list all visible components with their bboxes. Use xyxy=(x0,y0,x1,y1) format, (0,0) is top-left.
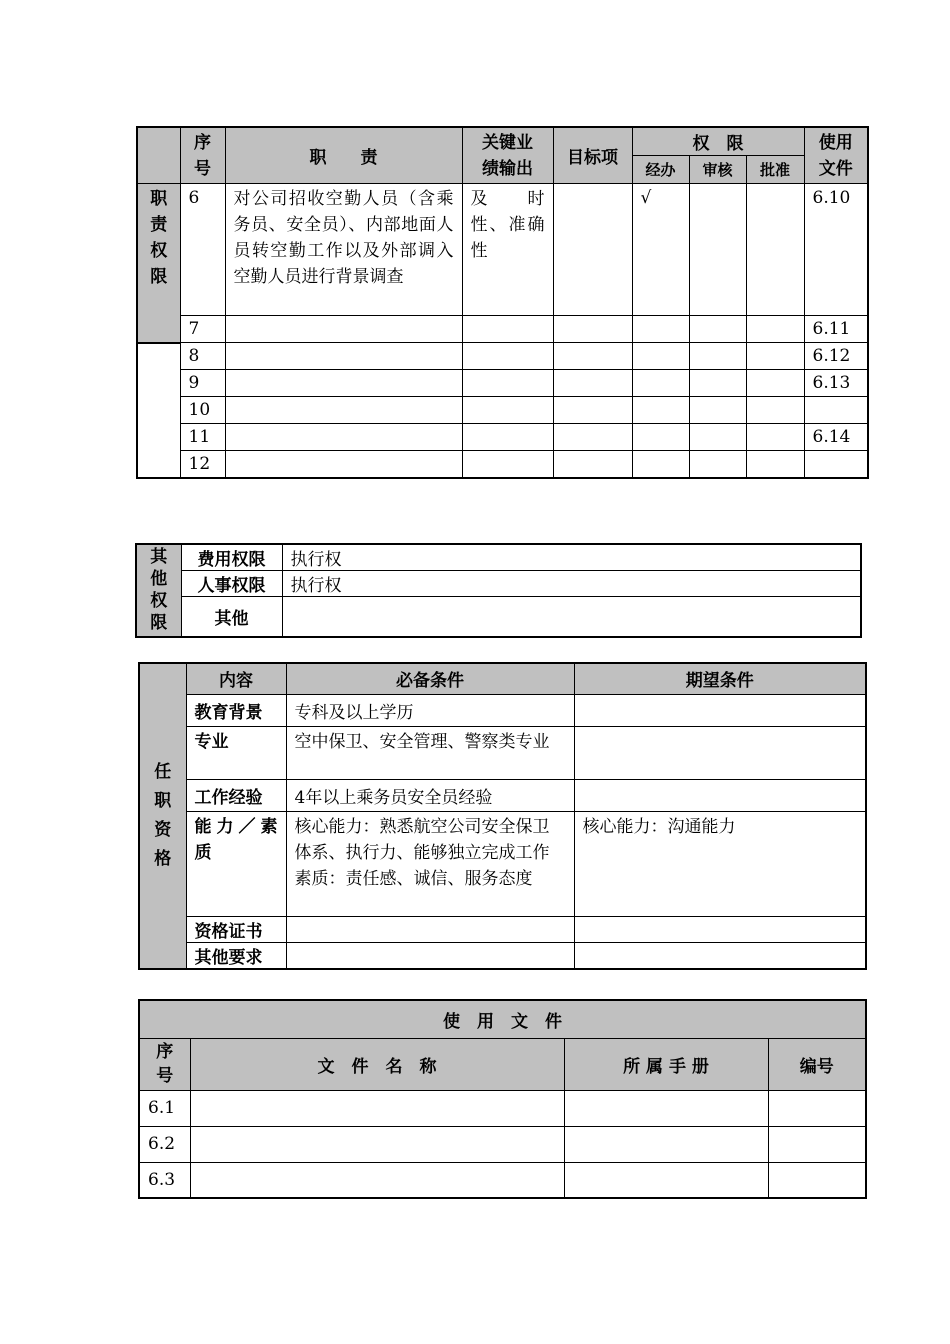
authority-label: 人事权限 xyxy=(181,571,282,597)
row-target xyxy=(553,343,632,370)
row-seq: 10 xyxy=(180,397,225,424)
required-header: 必备条件 xyxy=(286,663,574,694)
qualification-label: 其他要求 xyxy=(186,942,286,969)
qualification-required: 4年以上乘务员安全员经验 xyxy=(286,779,574,811)
row-handle xyxy=(632,370,689,397)
docs-header: 使用 文件 xyxy=(804,127,868,184)
row-approve xyxy=(746,451,804,479)
authority-value: 执行权 xyxy=(282,571,861,597)
row-approve xyxy=(746,316,804,343)
duties-corner-cell xyxy=(137,127,180,184)
row-duty xyxy=(225,370,462,397)
qualification-required xyxy=(286,942,574,969)
row-kpi xyxy=(462,316,553,343)
row-kpi xyxy=(462,424,553,451)
target-header: 目标项 xyxy=(553,127,632,184)
qualification-label: 专业 xyxy=(186,726,286,779)
authority-header: 权 限 xyxy=(632,127,804,156)
row-approve xyxy=(746,424,804,451)
duties-section-label: 职 责 权 限 xyxy=(137,184,180,343)
row-approve xyxy=(746,370,804,397)
qualification-required: 空中保卫、安全管理、警察类专业 xyxy=(286,726,574,779)
row-handle xyxy=(632,451,689,479)
handle-header: 经办 xyxy=(632,156,689,184)
doc-name xyxy=(190,1162,564,1198)
kpi-header: 关键业 绩输出 xyxy=(462,127,553,184)
doc-name xyxy=(190,1090,564,1126)
row-duty xyxy=(225,343,462,370)
doc-code xyxy=(768,1126,866,1162)
row-approve xyxy=(746,343,804,370)
row-seq: 11 xyxy=(180,424,225,451)
row-target xyxy=(553,424,632,451)
row-kpi xyxy=(462,343,553,370)
row-duty xyxy=(225,316,462,343)
doc-seq-header: 序 号 xyxy=(139,1038,190,1090)
row-target xyxy=(553,397,632,424)
qualifications-section-label: 任 职 资 格 xyxy=(139,663,186,969)
qualification-label: 资格证书 xyxy=(186,916,286,942)
row-seq: 6 xyxy=(180,184,225,316)
row-docs: 6.11 xyxy=(804,316,868,343)
qualification-label: 工作经验 xyxy=(186,779,286,811)
row-seq: 12 xyxy=(180,451,225,479)
doc-seq: 6.3 xyxy=(139,1162,190,1198)
other-authority-table xyxy=(135,543,862,638)
row-handle: √ xyxy=(632,184,689,316)
row-handle xyxy=(632,397,689,424)
review-header: 审核 xyxy=(689,156,746,184)
row-handle xyxy=(632,343,689,370)
qualification-desired xyxy=(574,726,866,779)
row-approve xyxy=(746,397,804,424)
qualification-desired xyxy=(574,916,866,942)
row-seq: 8 xyxy=(180,343,225,370)
desired-header: 期望条件 xyxy=(574,663,866,694)
row-docs xyxy=(804,451,868,479)
row-target xyxy=(553,184,632,316)
row-duty xyxy=(225,397,462,424)
duty-header: 职 责 xyxy=(225,127,462,184)
doc-seq: 6.1 xyxy=(139,1090,190,1126)
qualification-desired xyxy=(574,779,866,811)
duties-blank-label-cell xyxy=(137,343,180,479)
qualification-required xyxy=(286,916,574,942)
authority-label: 费用权限 xyxy=(181,544,282,571)
doc-manual xyxy=(564,1090,768,1126)
doc-code-header: 编号 xyxy=(768,1038,866,1090)
row-review xyxy=(689,316,746,343)
doc-manual xyxy=(564,1162,768,1198)
row-target xyxy=(553,451,632,479)
row-review xyxy=(689,184,746,316)
doc-code xyxy=(768,1090,866,1126)
row-kpi: 及 时性、准确性 xyxy=(462,184,553,316)
authority-value: 执行权 xyxy=(282,544,861,571)
row-review xyxy=(689,451,746,479)
row-docs: 6.12 xyxy=(804,343,868,370)
row-kpi xyxy=(462,370,553,397)
row-docs: 6.10 xyxy=(804,184,868,316)
authority-value xyxy=(282,597,861,637)
doc-name xyxy=(190,1126,564,1162)
row-docs xyxy=(804,397,868,424)
qualification-label: 教育背景 xyxy=(186,694,286,726)
duties-table xyxy=(136,126,869,479)
row-docs: 6.14 xyxy=(804,424,868,451)
row-review xyxy=(689,397,746,424)
documents-title: 使 用 文 件 xyxy=(139,1000,866,1038)
row-review xyxy=(689,424,746,451)
row-seq: 7 xyxy=(180,316,225,343)
row-handle xyxy=(632,316,689,343)
qualification-desired xyxy=(574,694,866,726)
seq-header: 序 号 xyxy=(180,127,225,184)
row-target xyxy=(553,370,632,397)
qualifications-table xyxy=(138,662,867,970)
documents-table xyxy=(138,999,867,1199)
row-duty xyxy=(225,424,462,451)
row-target xyxy=(553,316,632,343)
approve-header: 批准 xyxy=(746,156,804,184)
other-authority-section-label: 其 他 权 限 xyxy=(136,544,181,637)
row-kpi xyxy=(462,397,553,424)
row-kpi xyxy=(462,451,553,479)
row-duty xyxy=(225,451,462,479)
row-review xyxy=(689,343,746,370)
authority-label: 其他 xyxy=(181,597,282,637)
qualification-desired: 核心能力：沟通能力 xyxy=(574,811,866,916)
row-approve xyxy=(746,184,804,316)
row-docs: 6.13 xyxy=(804,370,868,397)
doc-manual-header: 所 属 手 册 xyxy=(564,1038,768,1090)
row-handle xyxy=(632,424,689,451)
qualification-desired xyxy=(574,942,866,969)
row-seq: 9 xyxy=(180,370,225,397)
doc-manual xyxy=(564,1126,768,1162)
qualification-required: 专科及以上学历 xyxy=(286,694,574,726)
qualification-label: 能力／素质 xyxy=(186,811,286,916)
doc-name-header: 文 件 名 称 xyxy=(190,1038,564,1090)
row-duty: 对公司招收空勤人员（含乘务员、安全员）、内部地面人员转空勤工作以及外部调入空勤人员进行背景调查 xyxy=(225,184,462,316)
row-review xyxy=(689,370,746,397)
doc-seq: 6.2 xyxy=(139,1126,190,1162)
content-header: 内容 xyxy=(186,663,286,694)
doc-code xyxy=(768,1162,866,1198)
qualification-required: 核心能力：熟悉航空公司安全保卫体系、执行力、能够独立完成工作 素质：责任感、诚信、服务态度 xyxy=(286,811,574,916)
